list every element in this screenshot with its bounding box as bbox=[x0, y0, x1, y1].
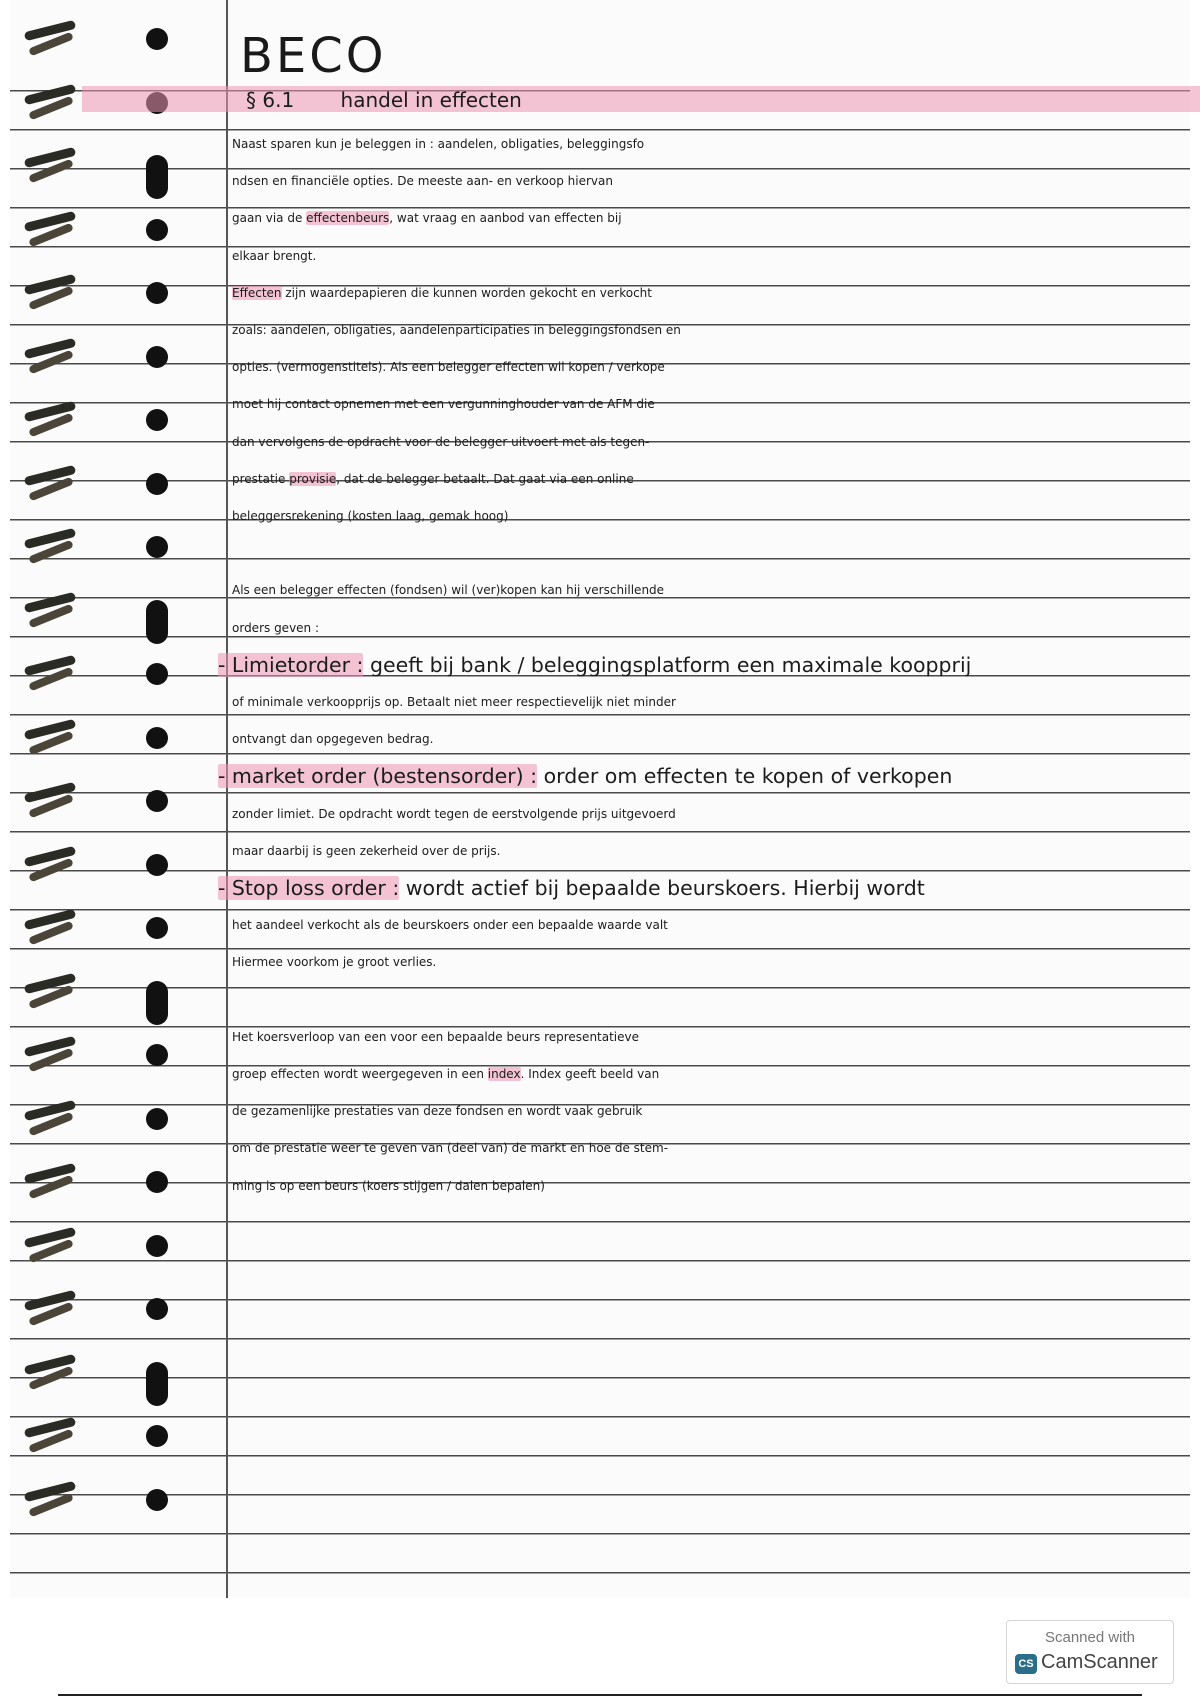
note-line bbox=[232, 1019, 1200, 1055]
line-text: orders geven : bbox=[232, 620, 320, 635]
note-line bbox=[232, 535, 1200, 571]
spiral-ring bbox=[18, 149, 78, 183]
line-text: dan vervolgens de opdracht voor de belegger uitvoert met als tegen- bbox=[232, 434, 650, 449]
spiral-ring bbox=[18, 276, 78, 310]
spiral-ring bbox=[18, 1292, 78, 1326]
note-line bbox=[232, 1130, 1200, 1166]
spiral-ring bbox=[18, 340, 78, 374]
spiral-ring bbox=[18, 1229, 78, 1263]
note-line bbox=[232, 1168, 1200, 1204]
line-text: Het koersverloop van een voor een bepaalde beurs representatieve bbox=[232, 1029, 640, 1044]
punch-hole bbox=[146, 155, 168, 199]
line-text: groep effecten wordt weergegeven in een bbox=[232, 1067, 488, 1081]
spiral-ring bbox=[18, 1165, 78, 1199]
note-line bbox=[232, 907, 1200, 943]
line-text: beleggersrekening (kosten laag, gemak hoog) bbox=[232, 509, 509, 523]
punch-hole bbox=[146, 473, 168, 495]
highlighted-term: - market order (bestensorder) : bbox=[218, 764, 538, 789]
line-text: order om effecten te kopen of verkopen bbox=[537, 764, 953, 789]
note-line bbox=[232, 349, 1200, 385]
punch-hole bbox=[146, 600, 168, 644]
note-line bbox=[218, 647, 1193, 683]
spiral-ring bbox=[18, 848, 78, 882]
note-line bbox=[232, 833, 1200, 869]
note-line bbox=[232, 684, 1200, 720]
note-line bbox=[232, 312, 1200, 348]
line-text: . Index geeft beeld van bbox=[520, 1067, 660, 1081]
spiral-ring bbox=[18, 1419, 78, 1453]
section-number: § 6.1 bbox=[246, 88, 295, 112]
punch-hole bbox=[146, 1298, 168, 1320]
note-line bbox=[232, 572, 1200, 608]
note-line bbox=[218, 758, 1193, 794]
spiral-ring bbox=[18, 530, 78, 564]
line-text: ontvangt dan opgegeven bedrag. bbox=[232, 732, 434, 747]
notebook-page bbox=[10, 0, 1190, 1598]
line-text: ndsen en financiële opties. De meeste aan- en verkoop hiervan bbox=[232, 174, 613, 189]
punch-hole bbox=[146, 1425, 168, 1447]
note-line bbox=[232, 610, 1200, 646]
note-line bbox=[232, 796, 1200, 832]
camscanner-logo-icon: CS bbox=[1015, 1654, 1037, 1674]
line-text: elkaar brengt. bbox=[232, 248, 317, 263]
note-line bbox=[232, 275, 1200, 311]
spiral-ring bbox=[18, 1038, 78, 1072]
highlighted-term: - Stop loss order : bbox=[218, 876, 400, 900]
spiral-ring bbox=[18, 975, 78, 1009]
line-text: moet hij contact opnemen met een vergunninghouder van de AFM die bbox=[232, 397, 655, 412]
punch-hole bbox=[146, 409, 168, 431]
note-line bbox=[232, 238, 1200, 274]
spiral-ring bbox=[18, 22, 78, 56]
line-text: Hiermee voorkom je groot verlies. bbox=[232, 955, 437, 970]
note-line bbox=[218, 870, 1193, 906]
punch-hole bbox=[146, 346, 168, 368]
punch-hole bbox=[146, 727, 168, 749]
highlighted-term: provisie bbox=[289, 471, 337, 486]
spiral-ring bbox=[18, 467, 78, 501]
note-line bbox=[232, 461, 1200, 497]
spiral-ring bbox=[18, 784, 78, 818]
note-line bbox=[232, 1093, 1200, 1129]
note-line bbox=[232, 982, 1200, 1018]
note-line bbox=[232, 200, 1200, 236]
line-text: opties. (vermogenstitels). Als een belegger effecten wil kopen / verkope bbox=[232, 360, 665, 375]
line-text: het aandeel verkocht als de beurskoers onder een bepaalde waarde valt bbox=[232, 918, 668, 933]
line-text: Als een belegger effecten (fondsen) wil (ver)kopen kan hij verschillende bbox=[232, 583, 665, 598]
punch-hole bbox=[146, 282, 168, 304]
spiral-ring bbox=[18, 721, 78, 755]
punch-hole bbox=[146, 1362, 168, 1406]
line-text: zijn waardepapieren die kunnen worden gekocht en verkocht bbox=[281, 285, 652, 300]
section-title: handel in effecten bbox=[340, 88, 522, 112]
line-text: Naast sparen kun je beleggen in : aandelen, obligaties, beleggingsfo bbox=[232, 137, 645, 151]
note-line bbox=[232, 163, 1200, 199]
note-line bbox=[232, 944, 1200, 980]
line-text: , dat de belegger betaalt. Dat gaat via een online bbox=[336, 471, 634, 486]
spiral-ring bbox=[18, 1102, 78, 1136]
spiral-ring bbox=[18, 403, 78, 437]
section-heading bbox=[246, 88, 522, 112]
camscanner-badge bbox=[1006, 1620, 1174, 1684]
highlighted-term: - Limietorder : bbox=[218, 652, 364, 677]
punch-hole bbox=[146, 917, 168, 939]
line-text: ming is op een beurs (koers stijgen / dalen bepalen) bbox=[232, 1178, 545, 1193]
line-text: of minimale verkoopprijs op. Betaalt niet meer respectievelijk niet minder bbox=[232, 695, 676, 709]
line-text: maar daarbij is geen zekerheid over de prijs. bbox=[232, 843, 501, 858]
spiral-ring bbox=[18, 657, 78, 691]
punch-hole bbox=[146, 1171, 168, 1193]
note-line bbox=[232, 126, 1200, 162]
note-line bbox=[232, 386, 1200, 422]
punch-hole bbox=[146, 790, 168, 812]
highlighted-term: index bbox=[487, 1067, 521, 1081]
spiral-ring bbox=[18, 911, 78, 945]
margin-line bbox=[226, 0, 228, 1598]
highlighted-term: Effecten bbox=[232, 285, 282, 300]
scanned-with-label: Scanned with bbox=[1044, 1629, 1136, 1646]
note-text-area bbox=[218, 0, 1200, 1598]
bottom-rule bbox=[58, 1694, 1142, 1696]
line-text: gaan via de bbox=[232, 211, 307, 226]
line-text: , wat vraag en aanbod van effecten bij bbox=[389, 211, 622, 226]
punch-hole bbox=[146, 1489, 168, 1511]
note-line bbox=[232, 721, 1200, 757]
punch-hole bbox=[146, 663, 168, 685]
camscanner-brand: CamScanner bbox=[1041, 1651, 1158, 1673]
line-text: zonder limiet. De opdracht wordt tegen de eerstvolgende prijs uitgevoerd bbox=[232, 806, 676, 821]
punch-hole bbox=[146, 1108, 168, 1130]
line-text: de gezamenlijke prestaties van deze fondsen en wordt vaak gebruik bbox=[232, 1104, 643, 1119]
line-text: geeft bij bank / beleggingsplatform een maximale koopprij bbox=[363, 652, 972, 677]
punch-hole bbox=[146, 1235, 168, 1257]
spiral-binding bbox=[18, 0, 168, 1598]
punch-hole bbox=[146, 28, 168, 50]
spiral-ring bbox=[18, 213, 78, 247]
spiral-ring bbox=[18, 594, 78, 628]
punch-hole bbox=[146, 536, 168, 558]
line-text: wordt actief bij bepaalde beurskoers. Hierbij wordt bbox=[399, 876, 925, 900]
note-line bbox=[232, 424, 1200, 460]
spiral-ring bbox=[18, 1356, 78, 1390]
punch-hole bbox=[146, 981, 168, 1025]
note-line bbox=[232, 1056, 1200, 1092]
line-text: om de prestatie weer te geven van (deel van) de markt en hoe de stem- bbox=[232, 1141, 669, 1156]
highlighted-term: effectenbeurs bbox=[306, 211, 390, 226]
line-text: zoals: aandelen, obligaties, aandelenparticipaties in beleggingsfondsen en bbox=[232, 323, 681, 337]
note-line bbox=[232, 498, 1200, 534]
punch-hole bbox=[146, 1044, 168, 1066]
punch-hole bbox=[146, 854, 168, 876]
spiral-ring bbox=[18, 1483, 78, 1517]
spiral-ring bbox=[18, 86, 78, 120]
line-text: prestatie bbox=[232, 471, 290, 486]
page-title: BECO bbox=[240, 28, 387, 84]
punch-hole bbox=[146, 219, 168, 241]
